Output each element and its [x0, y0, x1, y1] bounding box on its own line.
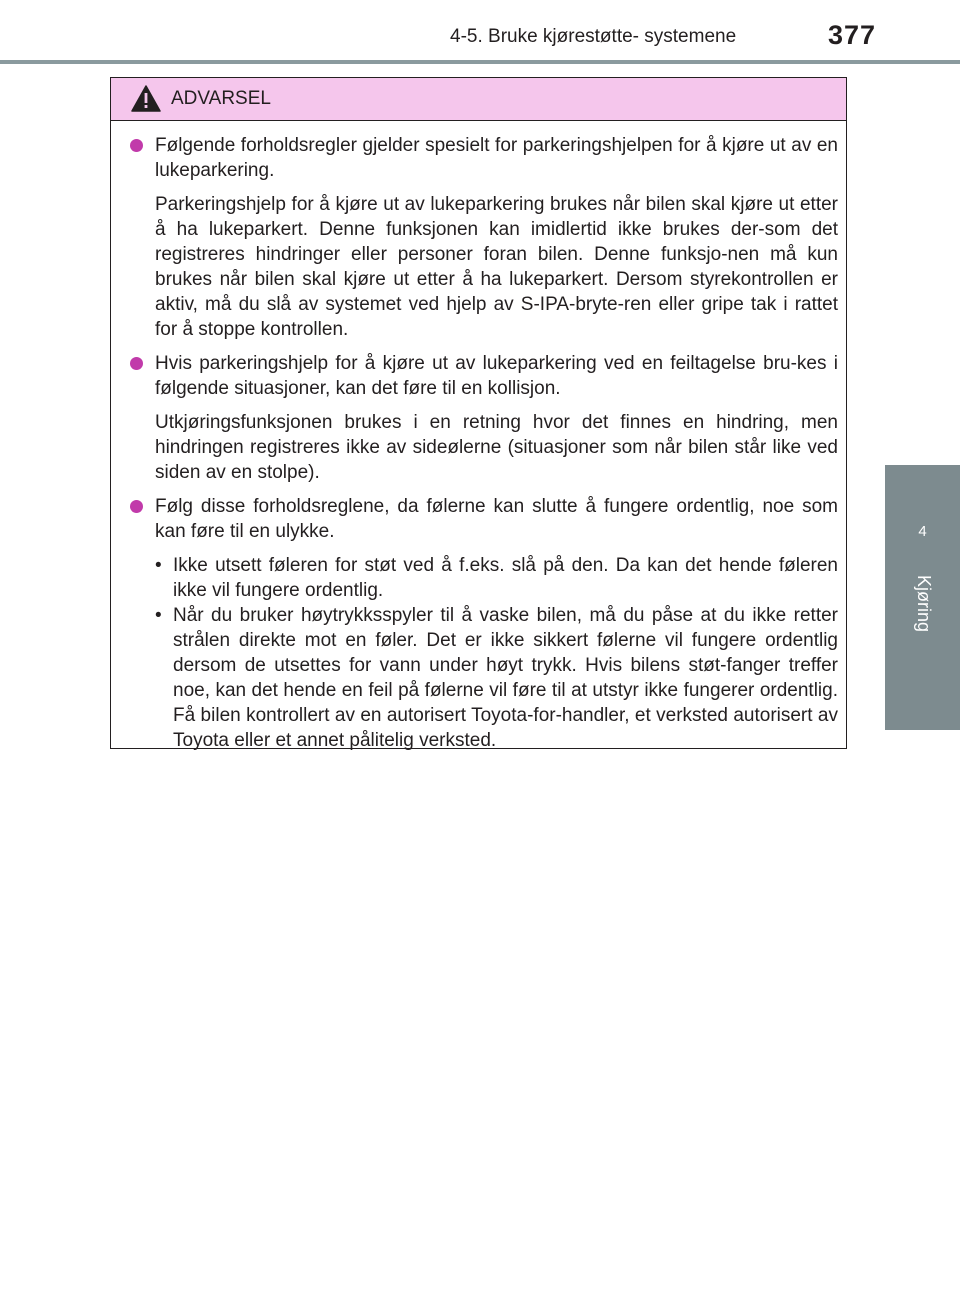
- chapter-name: Kjøring: [914, 575, 934, 633]
- header-rule: [0, 60, 960, 64]
- warning-item: [130, 494, 838, 753]
- warning-item: [130, 351, 838, 485]
- sub-item-text: Når du bruker høytrykksspyler til å vaske bilen, må du påse at du ikke retter strålen direkte mot en føler. Det er ikke sikkert følerne vil fungere ordentlig dersom de utsettes for vann under høyt trykk. Hvis bilens støt-fanger treffer noe, kan det hende en feil på følerne vil føre til at utstyr ikke fungerer ordentlig. Få bilen kontrollert av en autorisert Toyota-for-handler, et verksted autorisert av Toyota eller et annet pålitelig verksted.: [173, 605, 838, 751]
- warning-header: [111, 78, 846, 121]
- warning-title: ADVARSEL: [171, 88, 271, 109]
- page-number: 377: [828, 20, 877, 50]
- dot-bullet-icon: •: [155, 605, 162, 626]
- chapter-number: 4: [918, 523, 927, 540]
- bullet-icon: [130, 357, 143, 370]
- warning-item-detail: Utkjøringsfunksjonen brukes i en retning hvor det finnes en hindring, men hindringen registreres ikke av sideølerne (situasjoner som når bilen står like ved siden av en stolpe).: [155, 412, 838, 483]
- warning-box: [110, 77, 847, 749]
- sub-item-list: [130, 553, 838, 753]
- bullet-icon: [130, 500, 143, 513]
- sub-item: [155, 553, 838, 603]
- dot-bullet-icon: •: [155, 555, 162, 576]
- warning-item-lead: [130, 133, 838, 183]
- chapter-tab[interactable]: [885, 465, 960, 730]
- warning-item-lead-text: Følg disse forholdsreglene, da følerne kan slutte å fungere ordentlig, noe som kan føre til en ulykke.: [155, 496, 838, 542]
- warning-item-lead: [130, 494, 838, 544]
- section-title: 4-5. Bruke kjørestøtte- systemene: [450, 26, 737, 47]
- warning-item-lead-text: Følgende forholdsregler gjelder spesielt for parkeringshjelpen for å kjøre ut av en lukeparkering.: [155, 135, 838, 181]
- warning-item: [130, 133, 838, 342]
- warning-item-lead-text: Hvis parkeringshjelp for å kjøre ut av lukeparkering ved en feiltagelse bru-kes i følgende situasjoner, kan det føre til en kollisjon.: [155, 353, 838, 399]
- warning-body: [111, 121, 846, 753]
- sub-item: [155, 603, 838, 753]
- warning-triangle-icon: [131, 85, 161, 112]
- warning-item-lead: [130, 351, 838, 401]
- bullet-icon: [130, 139, 143, 152]
- sub-item-text: Ikke utsett føleren for støt ved å f.eks. slå på den. Da kan det hende føleren ikke vil fungere ordentlig.: [173, 555, 838, 601]
- warning-item-detail: Parkeringshjelp for å kjøre ut av lukeparkering brukes når bilen skal kjøre ut etter å ha lukeparkert. Denne funksjonen kan imidlertid ikke brukes der-som det registreres hindringer eller personer foran bilen. Denne funksjo-nen må kun brukes når bilen skal kjøre ut etter å ha lukeparkert. Dersom styrekontrollen er aktiv, må du slå av systemet ved hjelp av S-IPA-bryte-ren eller gripe tak i rattet for å stoppe kontrollen.: [155, 194, 838, 340]
